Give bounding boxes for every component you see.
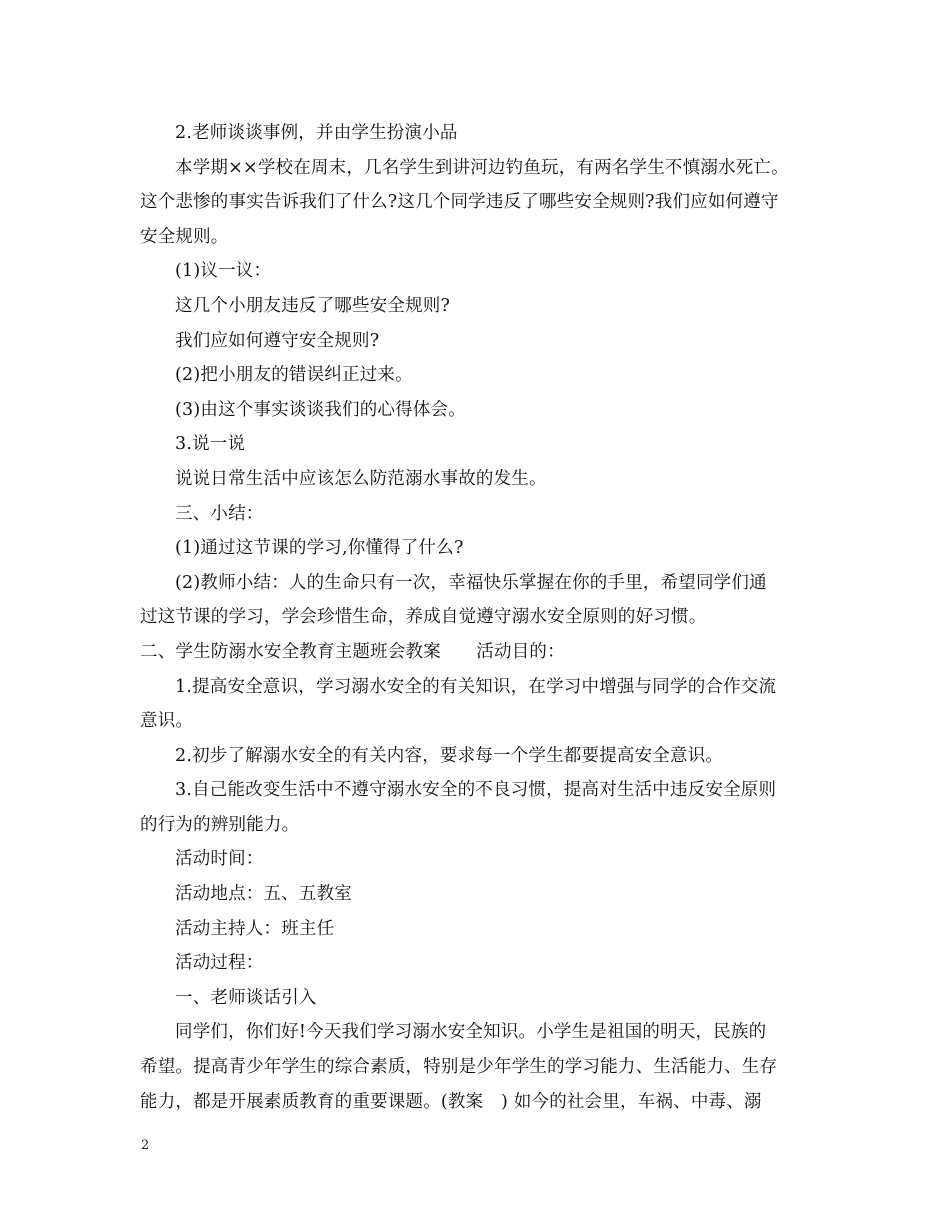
paragraph-line: 2.老师谈谈事例，并由学生扮演小品: [175, 123, 458, 143]
paragraph-line: 过这节课的学习，学会珍惜生命，养成自觉遵守溺水安全原则的好习惯。: [140, 607, 707, 628]
paragraph-line: 同学们，你们好!今天我们学习溺水安全知识。小学生是祖国的明天，民族的: [175, 1022, 767, 1043]
paragraph-line: 这个悲惨的事实告诉我们了什么?这几个同学违反了哪些安全规则?我们应如何遵守: [140, 192, 779, 213]
paragraph-line: 我们应如何遵守安全规则?: [175, 330, 380, 351]
paragraph-line: (1)通过这节课的学习,你懂得了什么?: [175, 538, 464, 559]
paragraph-line: 活动主持人：班主任: [175, 918, 335, 939]
paragraph-line: 3.说一说: [175, 434, 246, 455]
paragraph-line: 3.自己能改变生活中不遵守溺水安全的不良习惯，提高对生活中违反安全原则: [175, 780, 777, 801]
paragraph-line: (1)议一议：: [175, 261, 272, 282]
paragraph-line: 安全规则。: [140, 226, 229, 247]
paragraph-line: 一、老师谈话引入: [175, 987, 317, 1008]
paragraph-line: (3)由这个事实谈谈我们的心得体会。: [175, 399, 466, 420]
paragraph-line: 1.提高安全意识，学习溺水安全的有关知识，在学习中增强与同学的合作交流: [175, 676, 777, 697]
paragraph-line: 意识。: [140, 711, 194, 732]
document-body: [140, 116, 815, 1119]
paragraph-line: 能力，都是开展素质教育的重要课题。(教案 ) 如今的社会里，车祸、中毒、溺: [140, 1091, 762, 1112]
paragraph-line: (2)教师小结：人的生命只有一次，幸福快乐掌握在你的手里，希望同学们通: [175, 572, 767, 593]
paragraph-line: 三、小结：: [175, 503, 264, 524]
paragraph-line: 说说日常生活中应该怎么防范溺水事故的发生。: [175, 468, 547, 489]
paragraph-line: 本学期××学校在周末，几名学生到讲河边钓鱼玩，有两名学生不慎溺水死亡。: [175, 157, 789, 178]
paragraph-line: 活动过程：: [175, 953, 264, 974]
paragraph-line: 活动地点：五、五教室: [175, 884, 352, 905]
page-number: 2: [141, 1138, 150, 1153]
paragraph-line: 这几个小朋友违反了哪些安全规则?: [175, 295, 451, 316]
paragraph-line: (2)把小朋友的错误纠正过来。: [175, 365, 413, 386]
section-heading: 二、学生防溺水安全教育主题班会教案 活动目的：: [140, 641, 565, 662]
paragraph-line: 活动时间：: [175, 849, 264, 870]
paragraph-line: 的行为的辨别能力。: [140, 814, 300, 835]
paragraph-line: 希望。提高青少年学生的综合素质，特别是少年学生的学习能力、生活能力、生存: [140, 1057, 778, 1078]
paragraph-line: 2.初步了解溺水安全的有关内容，要求每一个学生都要提高安全意识。: [175, 745, 724, 766]
